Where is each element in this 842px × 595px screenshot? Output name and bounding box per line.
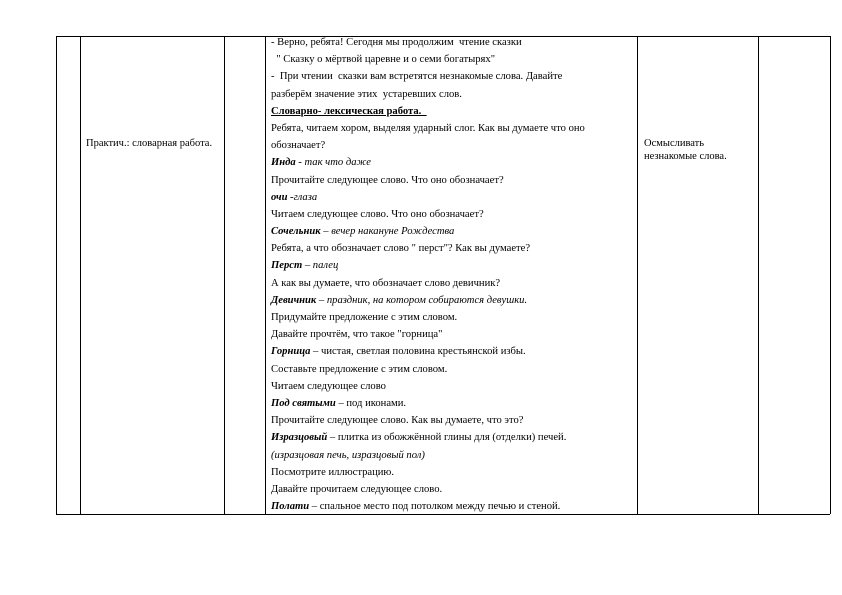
text-segment: Сочельник bbox=[271, 226, 321, 238]
student-activity-cell: Осмысливать незнакомые слова. bbox=[644, 138, 727, 162]
text-segment: обозначает? bbox=[271, 140, 326, 152]
teacher-line bbox=[271, 259, 637, 276]
teacher-line bbox=[271, 122, 637, 139]
text-segment: Читаем следующее слово. Что оно обозначает? bbox=[271, 208, 484, 220]
teacher-line bbox=[271, 225, 637, 242]
text-segment: Девичник bbox=[271, 294, 317, 306]
text-segment: – спальное место под потолком между печью и стеной. bbox=[309, 501, 561, 513]
teacher-line bbox=[271, 36, 637, 53]
text-segment: так что даже bbox=[304, 157, 371, 169]
text-segment: Прочитайте следующее слово. Как вы думаете, что это? bbox=[271, 415, 524, 427]
text-segment: Ребята, а что обозначает слово " перст"? Как вы думаете? bbox=[271, 243, 531, 255]
text-segment: – вечер накануне Рождества bbox=[320, 226, 455, 238]
column-border bbox=[224, 36, 225, 514]
teacher-line bbox=[271, 156, 637, 173]
text-segment: (изразцовая печь, изразцовый пол) bbox=[271, 449, 425, 461]
teacher-line bbox=[271, 345, 637, 362]
text-segment: Изразцовый bbox=[271, 432, 328, 444]
text-segment: Перст bbox=[271, 260, 303, 272]
text-segment: – под иконами. bbox=[335, 397, 407, 409]
text-segment: Составьте предложение с этим словом. bbox=[271, 363, 448, 375]
text-segment: разберём значение этих устаревших слов. bbox=[271, 88, 462, 100]
text-segment: Читаем следующее слово bbox=[271, 380, 386, 392]
teacher-line bbox=[271, 88, 637, 105]
teacher-line bbox=[271, 174, 637, 191]
stage-cell: Практич.: словарная работа. bbox=[86, 138, 213, 149]
text-segment: - При чтении сказки вам встретятся незнакомые слова. Давайте bbox=[271, 71, 563, 83]
text-segment: глаза bbox=[293, 191, 318, 203]
teacher-line bbox=[271, 277, 637, 294]
text-segment: Словарно- лексическая работа. bbox=[271, 105, 427, 117]
text-segment: – палец bbox=[302, 260, 339, 272]
teacher-line bbox=[271, 311, 637, 328]
text-segment: – праздник, на котором собираются девушки. bbox=[316, 294, 528, 306]
text-segment: - Верно, ребята! Сегодня мы продолжим чтение сказки bbox=[271, 37, 522, 48]
text-segment: " Сказку о мёртвой царевне и о семи богатырях" bbox=[271, 54, 496, 66]
text-segment: Давайте прочтём, что такое "горница" bbox=[271, 329, 443, 341]
text-segment: Под святыми bbox=[271, 397, 336, 409]
column-border bbox=[56, 36, 57, 514]
text-segment: Горница bbox=[271, 346, 311, 358]
text-segment: Давайте прочитаем следующее слово. bbox=[271, 483, 443, 495]
text-segment: очи - bbox=[271, 191, 294, 203]
text-segment: А как вы думаете, что обозначает слово девичник? bbox=[271, 277, 501, 289]
teacher-line bbox=[271, 105, 637, 122]
text-segment: Придумайте предложение с этим словом. bbox=[271, 312, 458, 323]
lesson-table bbox=[56, 36, 830, 514]
text-segment: – чистая, светлая половина крестьянской избы. bbox=[310, 346, 526, 358]
teacher-line bbox=[271, 139, 637, 156]
teacher-line bbox=[271, 449, 637, 466]
text-segment: Ребята, читаем хором, выделяя ударный слог. Как вы думаете что оно bbox=[271, 122, 585, 134]
text-segment: Полати bbox=[271, 501, 310, 513]
teacher-line bbox=[271, 208, 637, 225]
teacher-line bbox=[271, 380, 637, 397]
teacher-line bbox=[271, 431, 637, 448]
text-segment: Прочитайте следующее слово. Что оно обозначает? bbox=[271, 174, 504, 186]
text-segment: Инда - bbox=[271, 157, 305, 169]
column-border bbox=[637, 36, 638, 514]
text-segment: – плитка из обожжённой глины для (отделки) печей. bbox=[327, 432, 567, 444]
teacher-line bbox=[271, 397, 637, 414]
column-border bbox=[265, 36, 266, 514]
teacher-line bbox=[271, 414, 637, 431]
teacher-line bbox=[271, 242, 637, 259]
column-border bbox=[830, 36, 831, 514]
teacher-line bbox=[271, 53, 637, 70]
teacher-line bbox=[271, 363, 637, 380]
teacher-line bbox=[271, 191, 637, 208]
column-border bbox=[758, 36, 759, 514]
teacher-line bbox=[271, 70, 637, 87]
teacher-line bbox=[271, 466, 637, 483]
teacher-activity-cell bbox=[271, 36, 637, 517]
teacher-line bbox=[271, 328, 637, 345]
column-border bbox=[80, 36, 81, 514]
teacher-line bbox=[271, 294, 637, 311]
teacher-line bbox=[271, 500, 637, 517]
text-segment: Посмотрите иллюстрацию. bbox=[271, 466, 394, 478]
teacher-line bbox=[271, 483, 637, 500]
